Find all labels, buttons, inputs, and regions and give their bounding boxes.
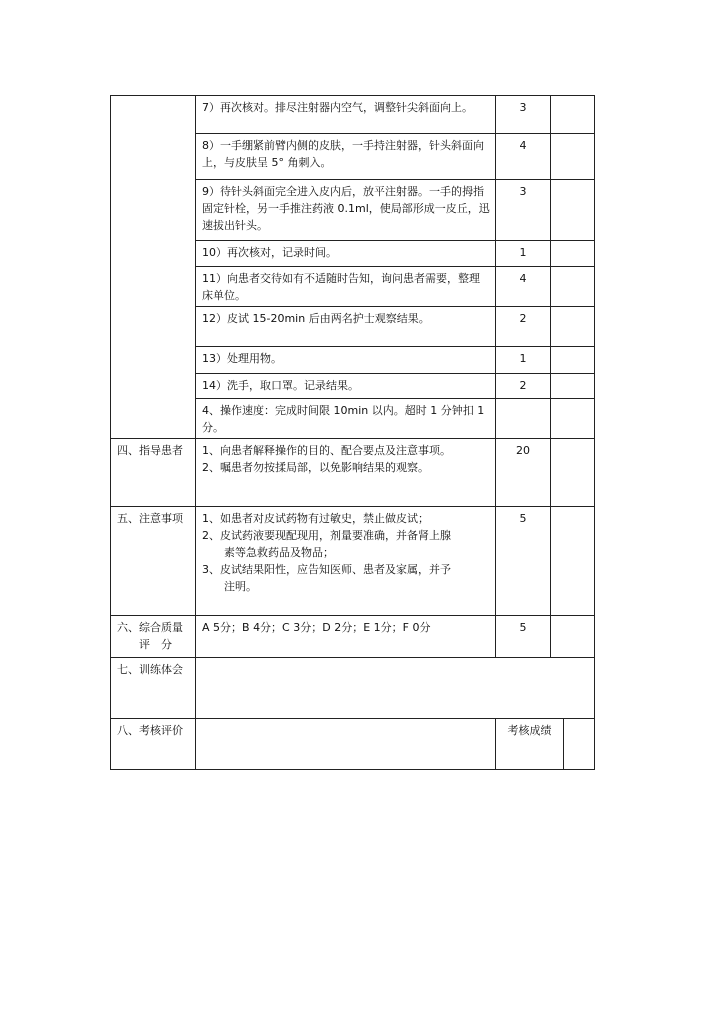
note-number: 3、: [202, 563, 220, 576]
table-row: [111, 658, 595, 719]
deduction-cell: [551, 307, 595, 347]
section-label-line: 评 分: [139, 638, 172, 651]
section-score: 5: [496, 616, 551, 658]
deduction-cell: [551, 616, 595, 658]
note-continuation: 注明。: [224, 580, 257, 593]
step-score: 2: [496, 374, 551, 399]
guide-content: [196, 439, 496, 507]
deduction-cell: [551, 439, 595, 507]
deduction-cell: [551, 267, 595, 307]
deduction-cell: [551, 134, 595, 180]
section-score: 20: [496, 439, 551, 507]
table-row: [111, 96, 595, 134]
notes-content: [196, 507, 496, 616]
deduction-cell: [551, 507, 595, 616]
step-score: 2: [496, 307, 551, 347]
deduction-cell: [551, 180, 595, 241]
note-number: 2、: [202, 529, 220, 542]
section-score: 5: [496, 507, 551, 616]
step-score: 3: [496, 180, 551, 241]
deduction-cell: [551, 96, 595, 134]
grade-value-cell[interactable]: [564, 719, 595, 770]
table-row: [111, 507, 595, 616]
note-item: [202, 527, 490, 544]
deduction-cell: [551, 241, 595, 267]
step-score: 1: [496, 241, 551, 267]
table-row: [111, 439, 595, 507]
assessment-table: [110, 95, 595, 719]
deduction-cell: [551, 399, 595, 439]
table-row: [111, 719, 595, 770]
deduction-cell: [551, 347, 595, 374]
section-label: 七、训练体会: [111, 658, 196, 719]
section-label: 四、指导患者: [111, 439, 196, 507]
step-text: 13）处理用物。: [196, 347, 496, 374]
step-score: 4: [496, 267, 551, 307]
section-cell-empty: [111, 96, 196, 439]
table-row: [111, 616, 595, 658]
evaluation-table: [110, 718, 595, 770]
section-label: 八、考核评价: [111, 719, 196, 770]
section-label: [111, 616, 196, 658]
guide-item: 2、嘱患者勿按揉局部，以免影响结果的观察。: [202, 461, 429, 474]
step-score: [496, 399, 551, 439]
step-text: 14）洗手，取口罩。记录结果。: [196, 374, 496, 399]
note-number: 1、: [202, 512, 220, 525]
deduction-cell: [551, 374, 595, 399]
note-text: 如患者对皮试药物有过敏史，禁止做皮试；: [220, 512, 429, 525]
step-text: 12）皮试 15-20min 后由两名护士观察结果。: [196, 307, 496, 347]
note-text: 皮试结果阳性，应告知医师、患者及家属，并予: [220, 563, 451, 576]
step-score: 4: [496, 134, 551, 180]
evaluation-area[interactable]: [196, 719, 496, 770]
step-text: 4、操作速度：完成时间限 10min 以内。超时 1 分钟扣 1 分。: [196, 399, 496, 439]
step-text: 11）向患者交待如有不适随时告知，询问患者需要，整理床单位。: [196, 267, 496, 307]
step-text: 9）待针头斜面完全进入皮内后，放平注射器。一手的拇指固定针栓，另一手推注药液 0.1ml，使局部形成一皮丘，迅速拔出针头。: [196, 180, 496, 241]
section-label-line: 六、综合质量: [117, 621, 183, 634]
step-score: 3: [496, 96, 551, 134]
step-text: 7）再次核对。排尽注射器内空气，调整针尖斜面向上。: [196, 96, 496, 134]
step-text: 10）再次核对，记录时间。: [196, 241, 496, 267]
step-score: 1: [496, 347, 551, 374]
note-item: [202, 561, 490, 578]
grade-label: 考核成绩: [496, 719, 564, 770]
section-label: 五、注意事项: [111, 507, 196, 616]
step-text: 8）一手绷紧前臂内侧的皮肤，一手持注射器，针头斜面向上，与皮肤呈 5° 角刺入。: [196, 134, 496, 180]
note-continuation: 素等急救药品及物品；: [224, 546, 334, 559]
training-notes-area[interactable]: [196, 658, 595, 719]
note-text: 皮试药液要现配现用，剂量要准确，并备肾上腺: [220, 529, 451, 542]
note-item: [202, 510, 490, 527]
assessment-sheet: [110, 95, 594, 770]
guide-item: 1、向患者解释操作的目的、配合要点及注意事项。: [202, 444, 451, 457]
quality-grades: A 5分；B 4分；C 3分；D 2分；E 1分；F 0分: [196, 616, 496, 658]
